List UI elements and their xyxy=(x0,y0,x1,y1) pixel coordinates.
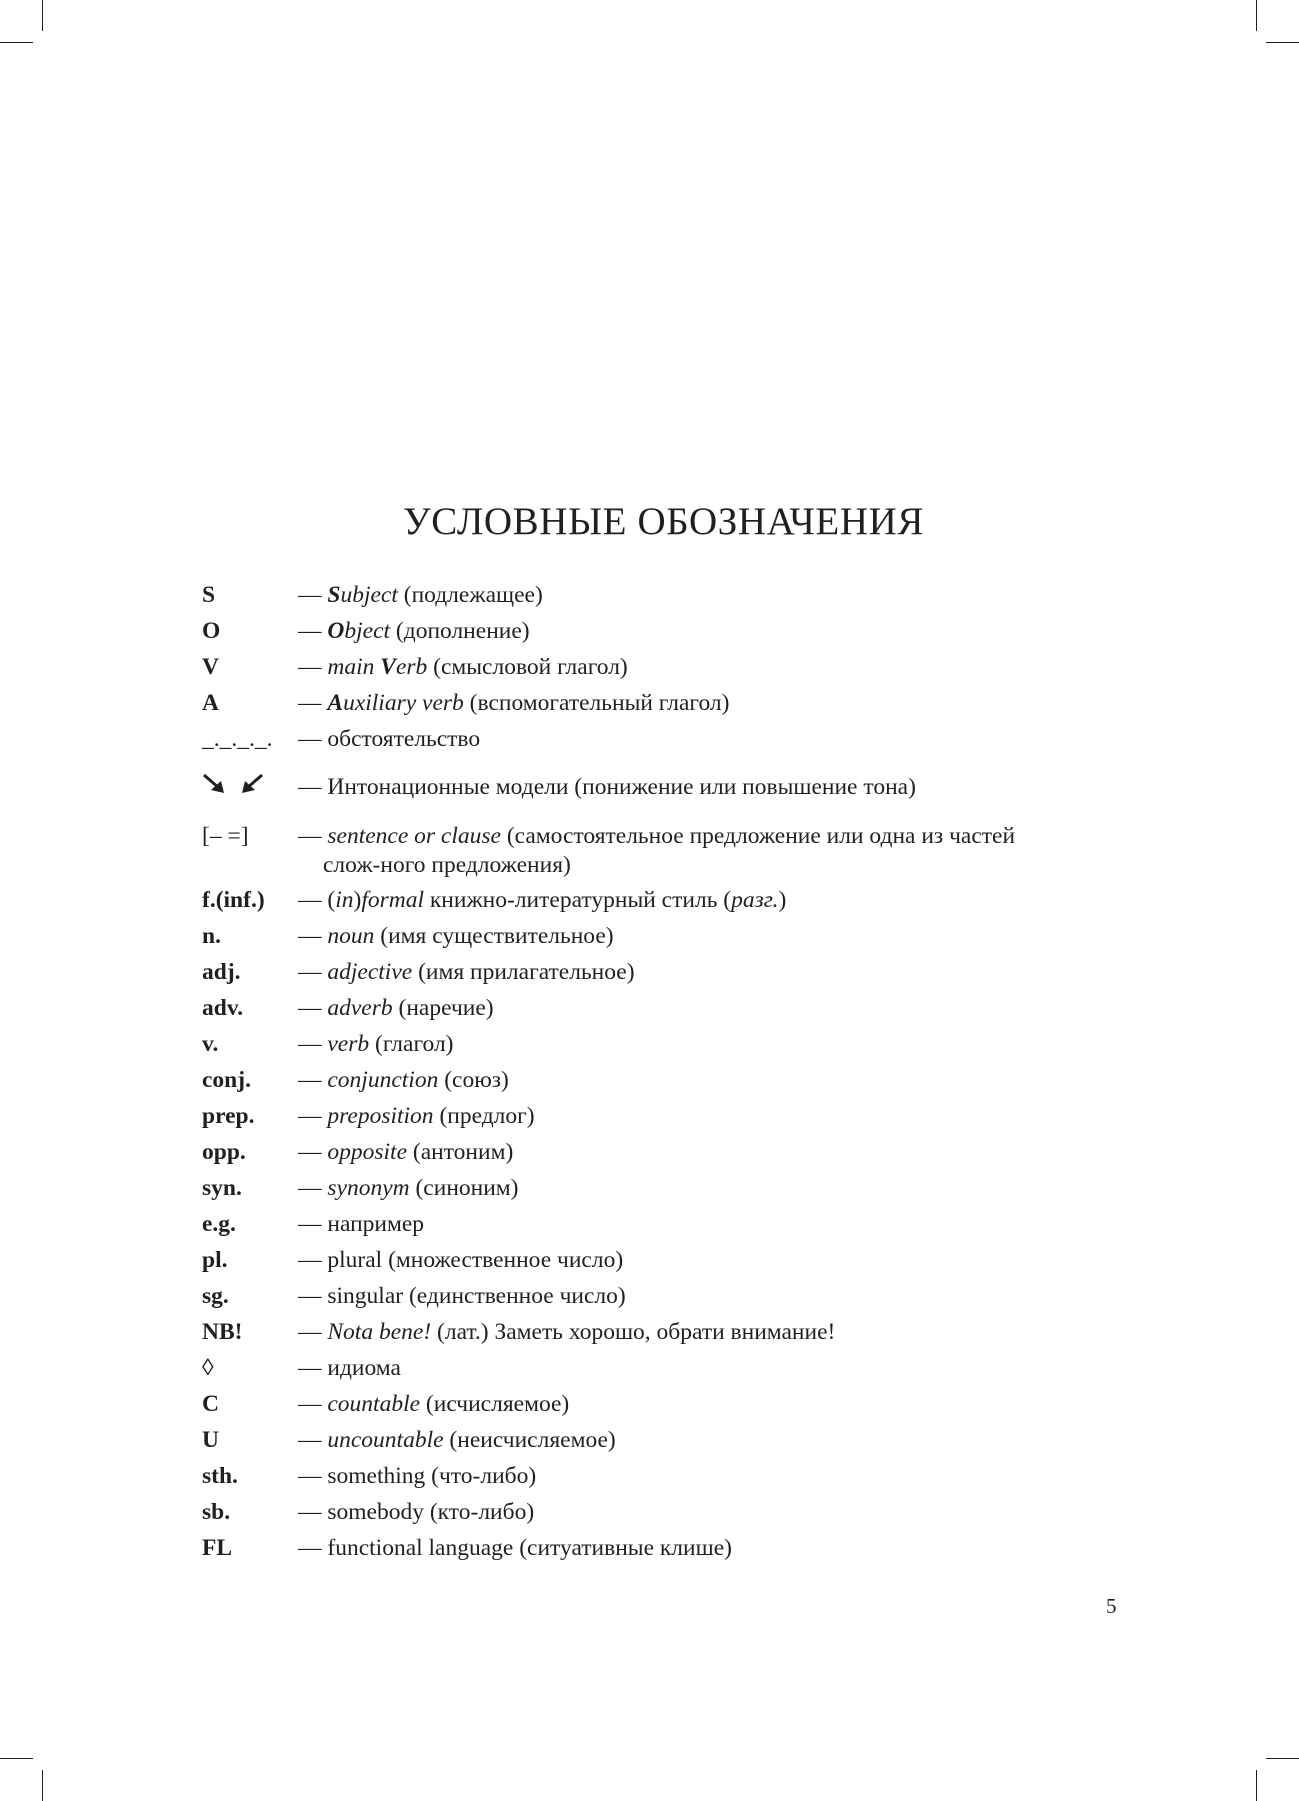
legend-row xyxy=(202,1282,1142,1311)
legend-symbol: adv. xyxy=(202,995,244,1021)
legend-symbol: U xyxy=(202,1427,219,1453)
legend-symbol: C xyxy=(202,1391,219,1417)
legend-symbol: f.(inf.) xyxy=(202,887,265,913)
legend-row xyxy=(202,958,1142,987)
legend-symbol: O xyxy=(202,618,221,644)
legend-symbol: opp. xyxy=(202,1139,246,1165)
legend-symbol: v. xyxy=(202,1031,219,1057)
crop-mark-top-right-vertical xyxy=(1256,0,1257,31)
legend-symbol: sg. xyxy=(202,1283,229,1309)
legend-row xyxy=(202,1030,1142,1059)
legend-definition: — synonym (синоним) xyxy=(298,1175,519,1201)
legend-definition: — countable (исчисляемое) xyxy=(298,1391,570,1417)
legend-symbol: FL xyxy=(202,1535,233,1561)
crop-mark-bottom-left-vertical xyxy=(42,1770,43,1801)
legend-symbol xyxy=(202,773,298,803)
legend-symbol: syn. xyxy=(202,1175,242,1201)
legend-definition: — обстоятельство xyxy=(298,726,481,752)
crop-mark-bottom-right-vertical xyxy=(1256,1770,1257,1801)
legend-definition: — plural (множественное число) xyxy=(298,1247,624,1273)
legend-symbol: adj. xyxy=(202,959,241,985)
legend-definition: — functional language (ситуативные клише) xyxy=(298,1535,732,1561)
legend-symbol: pl. xyxy=(202,1247,228,1273)
legend-definition: — например xyxy=(298,1211,425,1237)
legend-row xyxy=(202,581,1142,610)
legend-definition: — somebody (кто-либо) xyxy=(298,1499,535,1525)
legend-row xyxy=(202,1318,1142,1347)
legend-row xyxy=(202,886,1142,915)
legend-definition: — something (что-либо) xyxy=(298,1463,537,1489)
legend-row xyxy=(202,1390,1142,1419)
legend-definition: — conjunction (союз) xyxy=(298,1067,509,1093)
arrow-down-right-icon xyxy=(202,773,226,795)
legend-row xyxy=(202,689,1142,718)
legend-symbol: sb. xyxy=(202,1499,231,1525)
arrow-down-left-icon xyxy=(240,773,264,795)
legend-row xyxy=(202,773,1142,802)
crop-mark-top-right-horizontal xyxy=(1266,42,1299,43)
crop-mark-top-left-horizontal xyxy=(0,42,33,43)
legend-symbol: ◊ xyxy=(202,1355,214,1381)
legend-row xyxy=(202,1462,1142,1491)
page-title: УСЛОВНЫЕ ОБОЗНАЧЕНИЯ xyxy=(403,500,924,543)
legend-definition: — preposition (предлог) xyxy=(298,1103,535,1129)
legend-definition: — (in)formal книжно-литературный стиль (разг.) xyxy=(298,887,787,913)
legend-definition: — uncountable (неисчисляемое) xyxy=(298,1427,616,1453)
legend-definition: — opposite (антоним) xyxy=(298,1139,514,1165)
legend-row xyxy=(202,1174,1142,1203)
legend-definition: — Интонационные модели (понижение или повышение тона) xyxy=(298,774,916,800)
legend-row xyxy=(202,1534,1142,1563)
legend-definition: — sentence or clause (самостоятельное предложение или одна из частей слож-ного предложения) xyxy=(298,823,1016,878)
legend-symbol: NB! xyxy=(202,1319,243,1345)
legend-row xyxy=(202,617,1142,646)
crop-mark-bottom-right-horizontal xyxy=(1266,1758,1299,1759)
legend-definition: — singular (единственное число) xyxy=(298,1283,626,1309)
legend-row xyxy=(202,1210,1142,1239)
legend-definition: — adverb (наречие) xyxy=(298,995,494,1021)
legend-row xyxy=(202,1066,1142,1095)
crop-mark-top-left-vertical xyxy=(42,0,43,31)
legend-definition: — Subject (подлежащее) xyxy=(298,582,543,608)
legend-symbol: [– =] xyxy=(202,823,249,849)
legend-row xyxy=(202,1498,1142,1527)
legend-symbol: prep. xyxy=(202,1103,255,1129)
legend-row xyxy=(202,822,1142,880)
legend-definition: — main Verb (смысловой глагол) xyxy=(298,654,628,680)
legend-definition: — verb (глагол) xyxy=(298,1031,454,1057)
legend-row xyxy=(202,725,1142,754)
page-number: 5 xyxy=(1106,1594,1117,1618)
legend-symbol: n. xyxy=(202,923,221,949)
legend-row xyxy=(202,1354,1142,1383)
legend-row xyxy=(202,653,1142,682)
crop-mark-bottom-left-horizontal xyxy=(0,1758,33,1759)
legend-symbol: e.g. xyxy=(202,1211,236,1237)
legend-symbol: S xyxy=(202,582,216,608)
legend-symbol: _._._._. xyxy=(202,726,273,752)
legend-symbol: conj. xyxy=(202,1067,251,1093)
legend-definition: — идиома xyxy=(298,1355,401,1381)
legend-row xyxy=(202,1138,1142,1167)
legend-symbol: A xyxy=(202,690,219,716)
legend-row xyxy=(202,994,1142,1023)
legend-definition: — adjective (имя прилагательное) xyxy=(298,959,635,985)
legend-row xyxy=(202,1102,1142,1131)
legend-row xyxy=(202,1246,1142,1275)
legend-row xyxy=(202,922,1142,951)
legend-definition: — Nota bene! (лат.) Заметь хорошо, обрати внимание! xyxy=(298,1319,836,1345)
legend-row xyxy=(202,1426,1142,1455)
legend-symbol: V xyxy=(202,654,219,680)
legend-definition: — noun (имя существительное) xyxy=(298,923,614,949)
legend-symbol: sth. xyxy=(202,1463,238,1489)
legend-definition: — Auxiliary verb (вспомогательный глагол) xyxy=(298,690,730,716)
abbreviations-legend xyxy=(202,581,1142,1570)
legend-definition: — Object (дополнение) xyxy=(298,618,530,644)
